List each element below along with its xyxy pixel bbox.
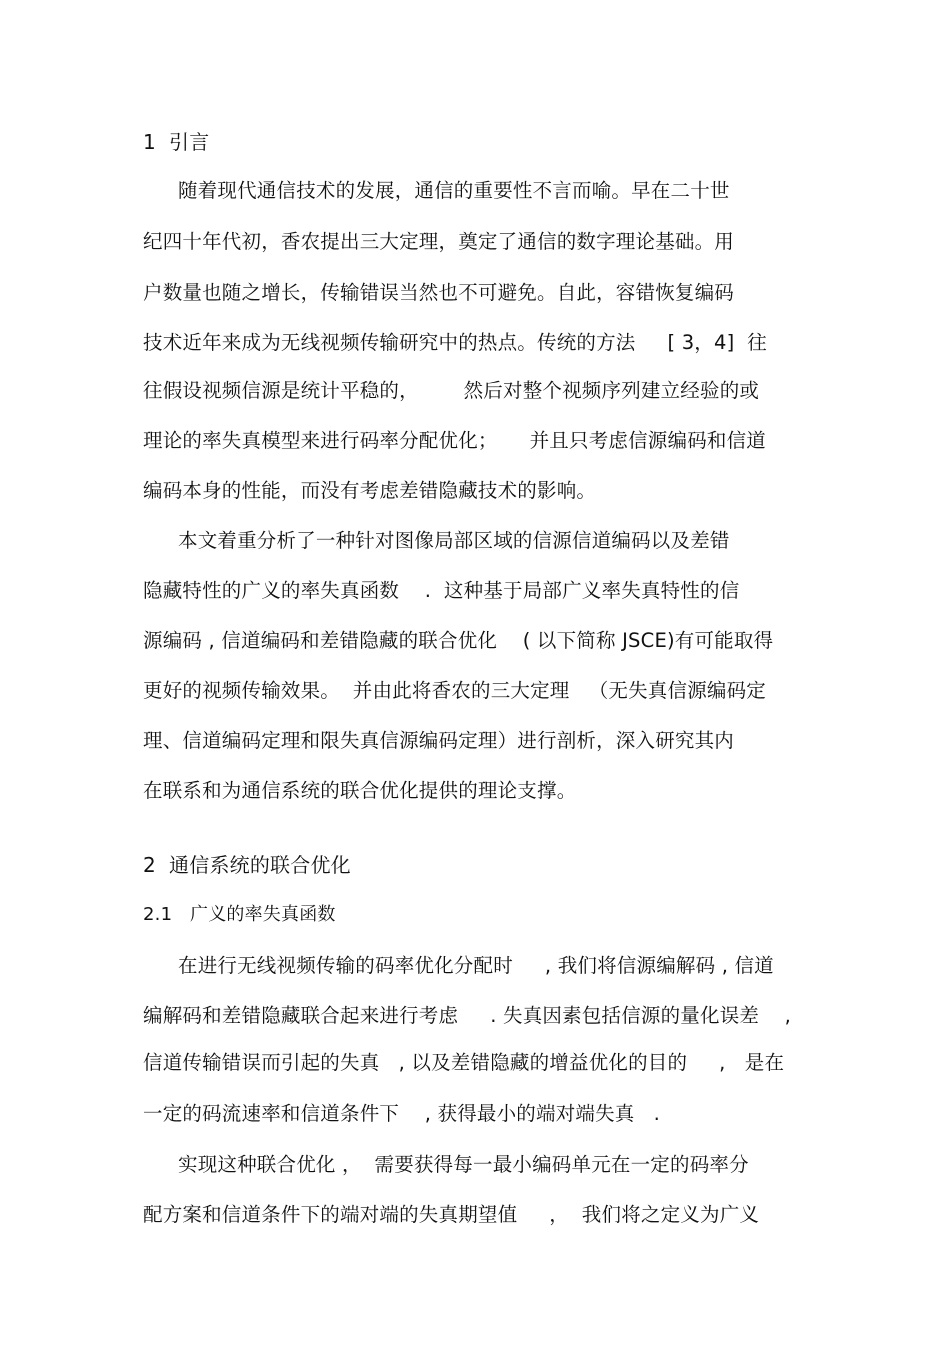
- paragraph-line: 本文着重分析了一种针对图像局部区域的信源信道编码以及差错: [178, 529, 730, 552]
- paragraph-line: 技术近年来成为无线视频传输研究中的热点。传统的方法 [ 3，4] 往: [143, 331, 767, 354]
- paragraph-line: 往假设视频信源是统计平稳的， 然后对整个视频序列建立经验的或: [143, 379, 760, 402]
- paragraph-line: 更好的视频传输效果。 并由此将香农的三大定理 （无失真信源编码定: [143, 679, 766, 702]
- paragraph-line: 随着现代通信技术的发展，通信的重要性不言而喻。早在二十世: [178, 179, 730, 202]
- paragraph-line: 实现这种联合优化 ， 需要获得每一最小编码单元在一定的码率分: [178, 1153, 749, 1176]
- section-2-heading: 2 通信系统的联合优化: [143, 853, 351, 877]
- section-1-heading: 1 引言: [143, 130, 210, 154]
- paragraph-line: 纪四十年代初，香农提出三大定理，奠定了通信的数字理论基础。用: [143, 230, 735, 253]
- paragraph-line: 在联系和为通信系统的联合优化提供的理论支撑。: [143, 779, 577, 802]
- paragraph-line: 理、信道编码定理和限失真信源编码定理）进行剖析，深入研究其内: [143, 729, 735, 752]
- subsection-2-1-heading: 2.1 广义的率失真函数: [143, 904, 336, 925]
- paragraph-line: 在进行无线视频传输的码率优化分配时 , 我们将信源编解码 , 信道: [178, 954, 774, 977]
- paragraph-line: 隐藏特性的广义的率失真函数 . 这种基于局部广义率失真特性的信: [143, 579, 740, 602]
- paragraph-line: 编码本身的性能，而没有考虑差错隐藏技术的影响。: [143, 479, 597, 502]
- paragraph-line: 一定的码流速率和信道条件下 , 获得最小的端对端失真 .: [143, 1102, 661, 1125]
- paragraph-line: 源编码 , 信道编码和差错隐藏的联合优化 ( 以下简称 JSCE)有可能取得: [143, 629, 774, 652]
- paragraph-line: 户数量也随之增长，传输错误当然也不可避免。自此，容错恢复编码: [143, 281, 735, 304]
- paragraph-line: 配方案和信道条件下的端对端的失真期望值 ， 我们将之定义为广义: [143, 1203, 760, 1226]
- paragraph-line: 理论的率失真模型来进行码率分配优化； 并且只考虑信源编码和信道: [143, 429, 766, 452]
- paragraph-line: 编解码和差错隐藏联合起来进行考虑 . 失真因素包括信源的量化误差 ,: [143, 1004, 792, 1027]
- paragraph-line: 信道传输错误而引起的失真 , 以及差错隐藏的增益优化的目的 , 是在: [143, 1051, 785, 1074]
